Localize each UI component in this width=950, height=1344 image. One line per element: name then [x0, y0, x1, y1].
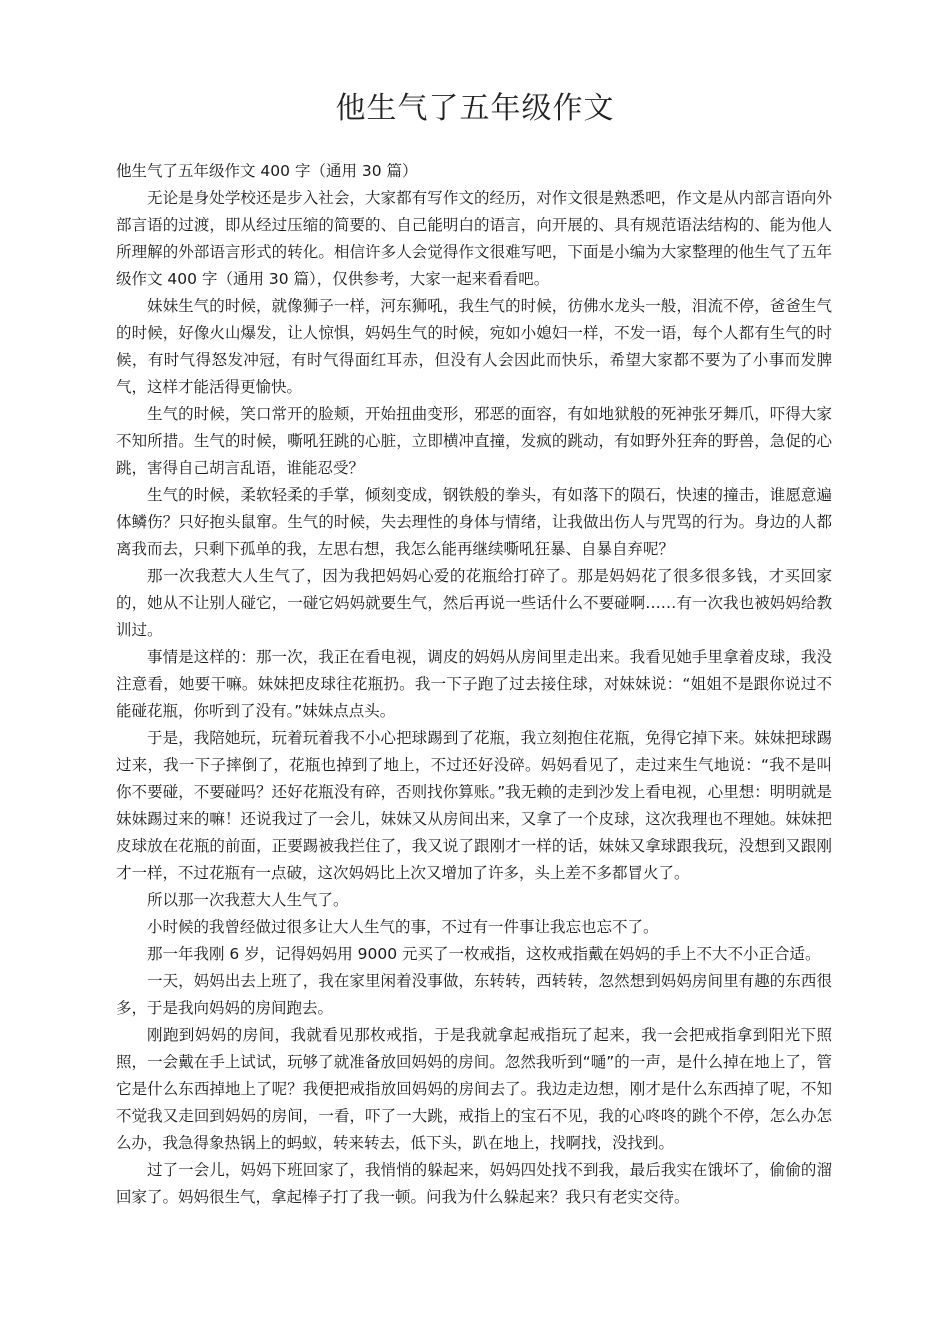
paragraph: 小时候的我曾经做过很多让大人生气的事，不过有一件事让我忘也忘不了。	[147, 918, 659, 936]
paragraph: 于是，我陪她玩，玩着玩着我不小心把球踢到了花瓶，我立刻抱住花瓶，免得它掉下来。妹妹把球踢过来，我一下子摔倒了，花瓶也掉到了地上，不过还好没碎。妈妈看见了，走过来生气地说：“我不是叫你不要碰，不要碰吗？还好花瓶没有碎，否则找你算账。”我无赖的走到沙发上看电视，心里想：明明就是妹妹踢过来的嘛！还说我过了一会儿，妹妹又从房间出来，又拿了一个皮球，这次我理也不理她。妹妹把皮球放在花瓶的前面，正要踢被我拦住了，我又说了跟刚才一样的话，妹妹又拿球跟我玩，没想到又跟刚才一样，不过花瓶有一点破，这次妈妈比上次又增加了许多，头上差不多都冒火了。	[116, 729, 832, 882]
document-subtitle: 他生气了五年级作文 400 字（通用 30 篇）	[116, 162, 418, 180]
paragraph: 生气的时候，笑口常开的脸颊，开始扭曲变形，邪恶的面容，有如地狱般的死神张牙舞爪，吓得大家不知所措。生气的时候，嘶吼狂跳的心脏，立即横冲直撞，发疯的跳动，有如野外狂奔的野兽，急促的心跳，害得自己胡言乱语，谁能忍受？	[116, 405, 832, 477]
paragraph: 生气的时候，柔软轻柔的手掌，倾刻变成，钢铁般的拳头，有如落下的陨石，快速的撞击，谁愿意遍体鳞伤？只好抱头鼠窜。生气的时候，失去理性的身体与情绪，让我做出伤人与咒骂的行为。身边的人都离我而去，只剩下孤单的我，左思右想，我怎么能再继续嘶吼狂暴、自暴自弃呢？	[116, 486, 832, 558]
paragraph: 过了一会儿，妈妈下班回家了，我悄悄的躲起来，妈妈四处找不到我，最后我实在饿坏了，偷偷的溜回家了。妈妈很生气，拿起棒子打了我一顿。问我为什么躲起来？我只有老实交待。	[116, 1161, 832, 1206]
document-body	[116, 158, 832, 1211]
paragraph: 那一年我刚 6 岁，记得妈妈用 9000 元买了一枚戒指，这枚戒指戴在妈妈的手上不大不小正合适。	[147, 945, 821, 963]
paragraph: 刚跑到妈妈的房间，我就看见那枚戒指，于是我就拿起戒指玩了起来，我一会把戒指拿到阳光下照照，一会戴在手上试试，玩够了就准备放回妈妈的房间。忽然我听到“嗵”的一声，是什么掉在地上了，管它是什么东西掉地上了呢？我便把戒指放回妈妈的房间去了。我边走边想，刚才是什么东西掉了呢，不知不觉我又走回到妈妈的房间，一看，吓了一大跳，戒指上的宝石不见，我的心咚咚的跳个不停，怎么办怎么办，我急得象热锅上的蚂蚁，转来转去，低下头，趴在地上，找啊找，没找到。	[116, 1026, 832, 1152]
paragraph-intro: 无论是身处学校还是步入社会，大家都有写作文的经历，对作文很是熟悉吧，作文是从内部言语向外部言语的过渡，即从经过压缩的简要的、自己能明白的语言，向开展的、具有规范语法结构的、能为他人所理解的外部语言形式的转化。相信许多人会觉得作文很难写吧，下面是小编为大家整理的他生气了五年级作文 400 字（通用 30 篇），仅供参考，大家一起来看看吧。	[116, 189, 832, 288]
paragraph: 一天，妈妈出去上班了，我在家里闲着没事做，东转转，西转转，忽然想到妈妈房间里有趣的东西很多，于是我向妈妈的房间跑去。	[116, 972, 832, 1017]
document-title: 他生气了五年级作文	[335, 91, 615, 126]
paragraph: 事情是这样的：那一次，我正在看电视，调皮的妈妈从房间里走出来。我看见她手里拿着皮球，我没注意看，她要干嘛。妹妹把皮球往花瓶扔。我一下子跑了过去接住球，对妹妹说：“姐姐不是跟你说过不能碰花瓶，你听到了没有。”妹妹点点头。	[116, 648, 832, 720]
paragraph: 妹妹生气的时候，就像狮子一样，河东狮吼，我生气的时候，彷佛水龙头一般，泪流不停，爸爸生气的时候，好像火山爆发，让人惊惧，妈妈生气的时候，宛如小媳妇一样，不发一语，每个人都有生气的时候，有时气得怒发冲冠，有时气得面红耳赤，但没有人会因此而快乐，希望大家都不要为了小事而发脾气，这样才能活得更愉快。	[116, 297, 832, 396]
paragraph: 那一次我惹大人生气了，因为我把妈妈心爱的花瓶给打碎了。那是妈妈花了很多很多钱，才买回家的，她从不让别人碰它，一碰它妈妈就要生气，然后再说一些话什么不要碰啊……有一次我也被妈妈给教训过。	[116, 567, 832, 639]
paragraph: 所以那一次我惹大人生气了。	[147, 891, 349, 909]
